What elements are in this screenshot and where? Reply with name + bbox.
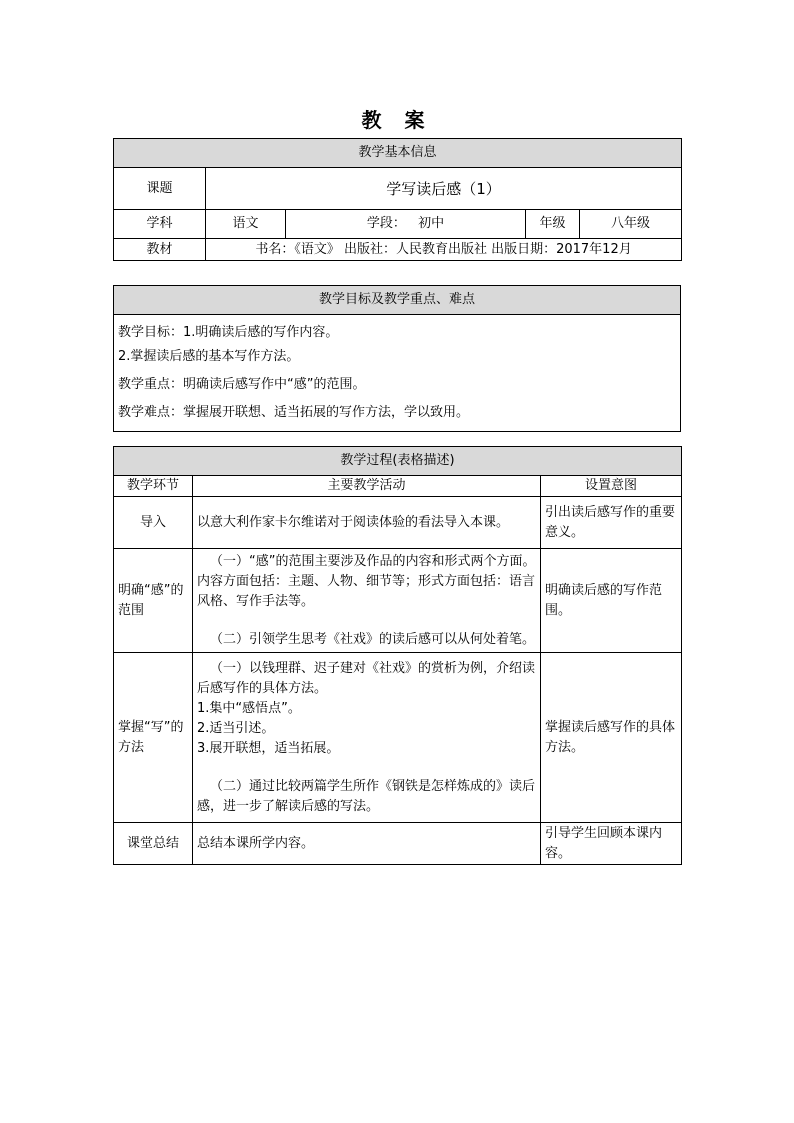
row-intent: 引导学生回顾本课内容。 bbox=[541, 823, 682, 865]
activity-line: （二）引领学生思考《社戏》的读后感可以从何处着笔。 bbox=[210, 631, 536, 647]
table-row bbox=[114, 653, 682, 823]
objective-1: 1.明确读后感的写作内容。 bbox=[183, 325, 339, 340]
objective-2: 2.掌握读后感的基本写作方法。 bbox=[118, 349, 300, 364]
goals-body bbox=[114, 315, 681, 432]
activity-line: 总结本课所学内容。 bbox=[197, 835, 315, 851]
stage-label: 学段： bbox=[366, 216, 406, 231]
grade-value: 八年级 bbox=[580, 210, 682, 239]
col-header-stage: 教学环节 bbox=[114, 476, 193, 497]
material-value: 书名：《语文》 出版社：人民教育出版社 出版日期：2017年12月 bbox=[206, 239, 682, 261]
row-intent: 引出读后感写作的重要意义。 bbox=[541, 497, 682, 549]
col-header-intent: 设置意图 bbox=[541, 476, 682, 497]
stage-value: 初中 bbox=[418, 216, 445, 231]
page-title: 教 案 bbox=[361, 108, 433, 132]
basic-info-header: 教学基本信息 bbox=[114, 139, 682, 168]
activity-line: 以意大利作家卡尔维诺对于阅读体验的看法导入本课。 bbox=[197, 514, 510, 530]
row-stage: 课堂总结 bbox=[114, 823, 193, 865]
table-row bbox=[114, 549, 682, 653]
row-activity bbox=[193, 823, 541, 865]
material-label: 教材 bbox=[114, 239, 206, 261]
row-intent: 掌握读后感写作的具体方法。 bbox=[541, 653, 682, 823]
row-stage: 明确“感”的范围 bbox=[114, 549, 193, 653]
activity-line: （二）通过比较两篇学生所作《钢铁是怎样炼成的》读后感，进一步了解读后感的写法。 bbox=[197, 778, 536, 814]
topic-value: 学写读后感（1） bbox=[206, 168, 682, 210]
basic-info-table bbox=[113, 138, 682, 261]
row-activity bbox=[193, 653, 541, 823]
subject-value: 语文 bbox=[206, 210, 286, 239]
process-table bbox=[113, 446, 682, 865]
activity-line: （一）以钱理群、迟子建对《社戏》的赏析为例，介绍读后感写作的具体方法。 bbox=[197, 660, 536, 696]
activity-line: 3.展开联想，适当拓展。 bbox=[197, 740, 340, 756]
table-row bbox=[114, 497, 682, 549]
grade-label: 年级 bbox=[526, 210, 580, 239]
table-row bbox=[114, 823, 682, 865]
stage-cell bbox=[286, 210, 526, 239]
key-point: 教学重点：明确读后感写作中“感”的范围。 bbox=[118, 377, 366, 392]
process-header: 教学过程(表格描述) bbox=[114, 447, 682, 476]
activity-line: 2.适当引述。 bbox=[197, 720, 275, 736]
activity-line: 1.集中“感悟点”。 bbox=[197, 700, 301, 716]
objective-label: 教学目标： bbox=[118, 325, 184, 340]
col-header-activity: 主要教学活动 bbox=[193, 476, 541, 497]
row-stage: 掌握“写”的方法 bbox=[114, 653, 193, 823]
subject-label: 学科 bbox=[114, 210, 206, 239]
row-activity bbox=[193, 549, 541, 653]
row-intent: 明确读后感的写作范围。 bbox=[541, 549, 682, 653]
topic-label: 课题 bbox=[114, 168, 206, 210]
row-stage: 导入 bbox=[114, 497, 193, 549]
activity-line: （一）“感”的范围主要涉及作品的内容和形式两个方面。内容方面包括：主题、人物、细节等；形式方面包括：语言风格、写作手法等。 bbox=[197, 553, 536, 609]
goals-table bbox=[113, 285, 681, 432]
goals-header: 教学目标及教学重点、难点 bbox=[114, 286, 681, 315]
row-activity bbox=[193, 497, 541, 549]
difficulty: 教学难点：掌握展开联想、适当拓展的写作方法，学以致用。 bbox=[118, 405, 470, 420]
